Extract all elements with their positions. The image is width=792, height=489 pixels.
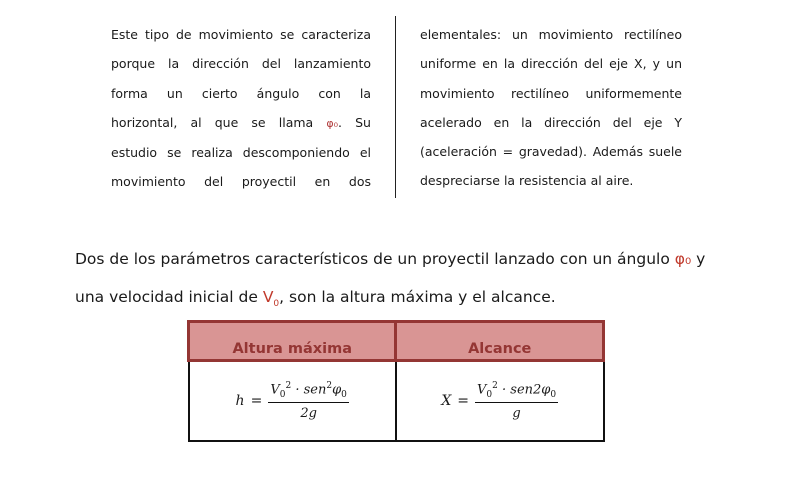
right-line-4: acelerado en la dirección del eje Y — [420, 114, 682, 130]
right-line-2: uniforme en la dirección del eje X, y un — [420, 56, 682, 72]
left-line-2: porque la dirección del lanzamiento — [111, 56, 371, 72]
right-text-column — [420, 20, 682, 196]
angle-symbol: φ₀ — [326, 116, 339, 130]
height-num-v-sup: 2 — [285, 380, 292, 391]
right-line-1: elementales: un movimiento rectilíneo — [420, 27, 682, 42]
height-num-sen: · sen — [295, 381, 327, 397]
range-num-v: V — [477, 381, 487, 397]
right-line-3: movimiento rectilíneo uniformemente — [420, 85, 682, 101]
intro-line-1-text: Dos de los parámetros característicos de un proyectil lanzado con un ángulo — [75, 250, 670, 268]
height-num-phi-sub: 0 — [341, 389, 347, 400]
header-alcance: Alcance — [396, 322, 604, 361]
right-line-6: despreciarse la resistencia al aire. — [420, 173, 634, 189]
formula-table — [187, 320, 605, 442]
velocity-symbol-sub: 0 — [273, 299, 280, 310]
right-line-5: (aceleración = gravedad). Además suele — [420, 144, 682, 160]
range-numerator — [475, 381, 558, 404]
intro-line-2-text: una velocidad inicial de — [75, 288, 258, 306]
intro-angle-symbol: φ₀ — [674, 250, 692, 268]
range-formula — [441, 381, 558, 422]
left-line-6: movimiento del proyectil en dos — [111, 174, 371, 190]
range-num-phi: φ — [541, 381, 551, 397]
height-equals: = — [250, 392, 263, 409]
height-num-v: V — [270, 381, 280, 397]
height-fraction — [268, 381, 349, 422]
header-altura-maxima: Altura máxima — [189, 322, 396, 361]
left-line-3: forma un cierto ángulo con la — [111, 85, 371, 101]
range-num-v-sub: 0 — [486, 389, 493, 400]
height-num-phi: φ — [332, 381, 342, 397]
height-num-v-sub: 0 — [279, 389, 286, 400]
left-line-4 — [111, 108, 371, 138]
height-numerator — [268, 381, 349, 404]
intro-line-2 — [75, 278, 725, 323]
range-denominator: g — [512, 406, 521, 422]
height-lhs: h — [235, 392, 245, 409]
intro-line-1 — [75, 240, 725, 278]
range-num-phi-sub: 0 — [550, 389, 557, 400]
cell-height-formula — [189, 361, 396, 442]
range-lhs: X — [441, 392, 452, 409]
left-line-1: Este tipo de movimiento se caracteriza — [111, 27, 371, 42]
intro-paragraph — [75, 240, 725, 323]
range-num-v-sup: 2 — [492, 380, 498, 391]
velocity-symbol-base: V — [262, 288, 274, 306]
intro-line-1-tail: y — [696, 250, 706, 268]
height-formula — [236, 381, 349, 422]
range-fraction — [475, 381, 558, 422]
range-num-sen: · sen2 — [502, 381, 542, 397]
left-line-4-text: horizontal, al que se llama — [111, 114, 314, 130]
cell-range-formula — [396, 361, 604, 442]
range-equals: = — [457, 392, 470, 409]
velocity-symbol — [262, 288, 280, 310]
left-line-5: estudio se realiza descomponiendo el — [111, 145, 371, 161]
left-line-4-tail: . Su — [338, 114, 371, 130]
table-header-row — [189, 322, 604, 361]
height-denominator: 2g — [300, 406, 317, 422]
column-divider — [395, 16, 396, 198]
table-formula-row — [189, 361, 604, 442]
left-text-column — [111, 20, 371, 197]
intro-line-2-tail: , son la altura máxima y el alcance. — [279, 288, 556, 306]
height-num-sen-sup: 2 — [326, 380, 333, 391]
